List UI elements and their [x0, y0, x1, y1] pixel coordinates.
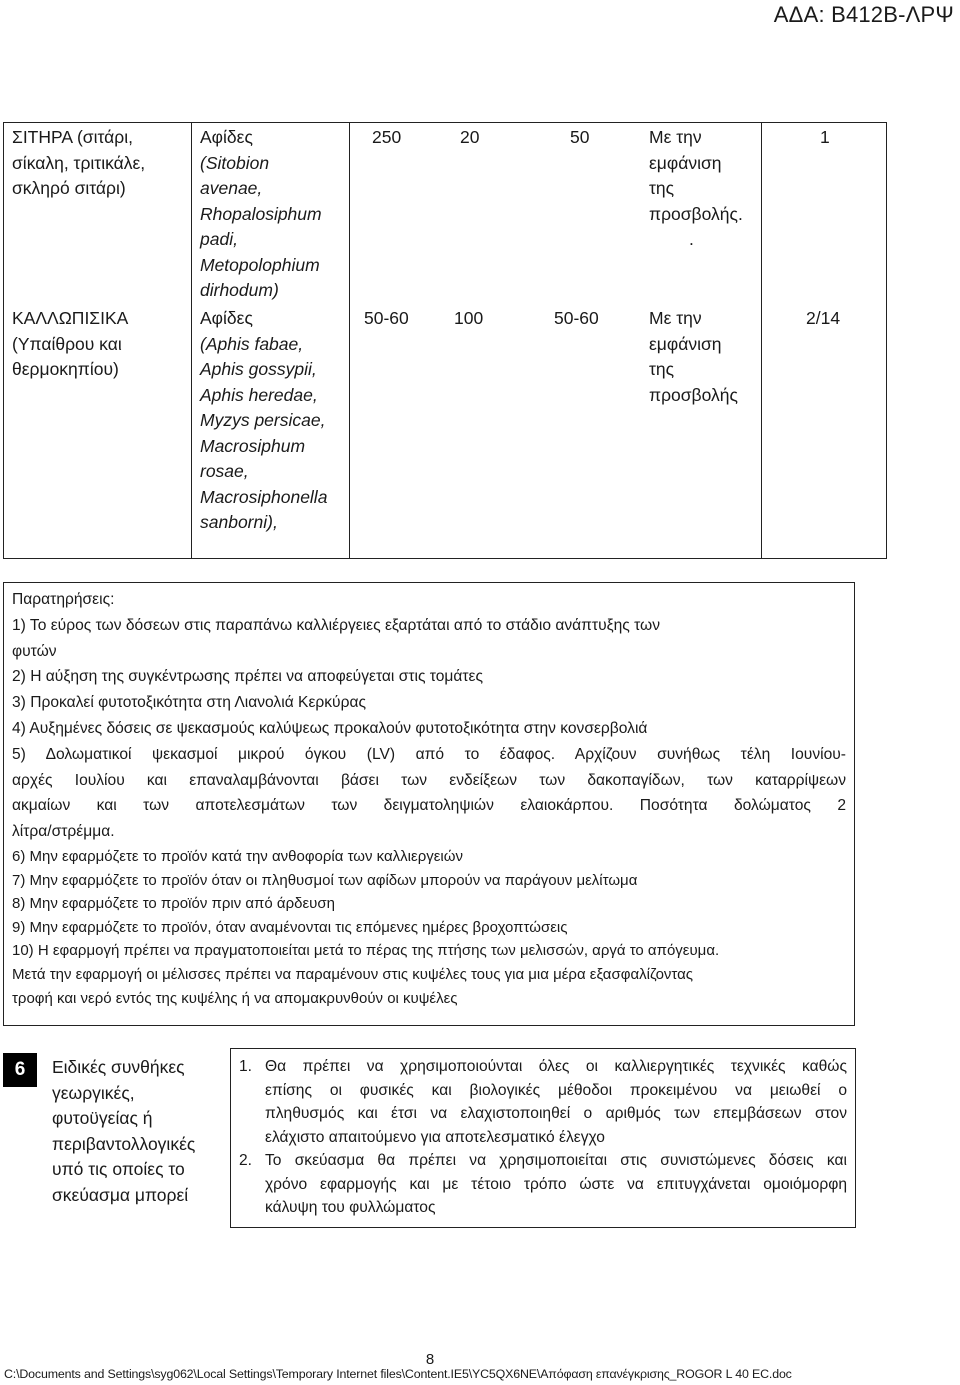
remark-5: 5) Δολωματικοί ψεκασμοί μικρού όγκου (LV) από το έδαφος. Αρχίζουν συνήθως τέλη Ιουνίου-	[12, 745, 846, 763]
remark-5-cont: λίτρα/στρέμμα.	[12, 823, 115, 841]
remark-10: 10) Η εφαρμογή πρέπει να πραγματοποιείται μετά το πέρας της πτήσης των μελισσών, αργά το απόγευμα.	[12, 942, 720, 960]
remark-7: 7) Μην εφαρμόζετε το προϊόν όταν οι πληθυσμοί των αφίδων μπορούν να παράγουν μελίτωμα	[12, 871, 638, 889]
dose-cell: 250	[372, 127, 402, 147]
section-title: Ειδικές συνθήκες γεωργικές, φυτοϋγείας ή περιβαντολλογικές υπό τις οποίες το σκεύασμα μπορεί	[52, 1057, 196, 1205]
remark-1-cont: φυτών	[12, 642, 57, 660]
section-conditions-box	[230, 1048, 856, 1228]
dose-cell: 20	[460, 127, 480, 147]
remark-9: 9) Μην εφαρμόζετε το προϊόν, όταν αναμένονται τις επόμενες ημέρες βροχοπτώσεις	[12, 918, 568, 936]
crop-cell-cereals: ΣΙΤΗΡΑ (σιτάρι, σίκαλη, τριτικάλε, σκληρό σιτάρι)	[12, 127, 146, 198]
remark-10-cont: Μετά την εφαρμογή οι μέλισσες πρέπει να παραμένουν στις κυψέλες τους για μια μέρα εξασφαλίζοντας	[12, 965, 694, 983]
timing-cell: Με την εμφάνιση της προσβολής	[649, 308, 738, 405]
dose-cell: 50-60	[554, 308, 599, 328]
remarks-title: Παρατηρήσεις:	[12, 591, 115, 608]
remark-1: 1) Το εύρος των δόσεων στις παραπάνω καλλιέργειες εξαρτάται από το στάδιο ανάπτυξης των	[12, 616, 661, 634]
table-divider	[761, 123, 762, 558]
list-item: 2. Το σκεύασμα θα πρέπει να χρησιμοποιείται στις συνιστώμενες δόσεις και χρόνο εφαρμογής και με τέτοιο τρόπο ώστε να επιτυγχάνεται ομοιόμορφη κάλυψη του φυλλώματος	[239, 1152, 847, 1216]
applications-cell: 2/14	[806, 308, 841, 328]
dosage-table	[3, 122, 887, 559]
remark-8: 8) Μην εφαρμόζετε το προϊόν πριν από άρδευση	[12, 895, 335, 913]
timing-cell: Με την εμφάνιση της προσβολής. .	[649, 127, 743, 249]
crop-cell-ornamentals: ΚΑΛΛΩΠΙΣΙΚΑ (Υπαίθρου και θερμοκηπίου)	[12, 308, 129, 379]
remarks-box	[3, 582, 855, 1026]
dose-cell: 50	[570, 127, 590, 147]
remark-6: 6) Μην εφαρμόζετε το προϊόν κατά την ανθοφορία των καλλιεργειών	[12, 847, 463, 865]
remark-10-cont: τροφή και νερό εντός της κυψέλης ή να απομακρυνθούν οι κυψέλες	[12, 989, 458, 1007]
ada-code: ΑΔΑ: Β412Β-ΛΡΨ	[773, 2, 954, 27]
file-path: C:\Documents and Settings\syg062\Local Settings\Temporary Internet files\Content.IE5\YC5QX6NE\Απόφαση επανέγκρισης_ROGOR L 40 EC.doc	[4, 1367, 792, 1381]
remark-4: 4) Αυξημένες δόσεις σε ψεκασμούς καλύψεως προκαλούν φυτοτοξικότητα στην κονσερβολιά	[12, 719, 648, 737]
dose-cell: 100	[454, 308, 484, 328]
table-divider	[191, 123, 192, 558]
list-item: 1. Θα πρέπει να χρησιμοποιούνται όλες οι καλλιεργητικές τεχνικές καθώς επίσης οι φυσικές και βιολογικές μέθοδοι προκειμένου να μειωθεί ο πληθυσμός και έτσι να ελαχιστοποιηθεί ο αριθμός των επεμβάσεων στον ελάχιστο απαιτούμενο για αποτελεσματικό έλεγχο	[239, 1058, 847, 1146]
pest-cell-cereals: Αφίδες (Sitobion avenae, Rhopalosiphum padi, Metopolophium dirhodum)	[200, 127, 322, 300]
section-number: 6	[3, 1053, 37, 1087]
remark-2: 2) Η αύξηση της συγκέντρωσης πρέπει να αποφεύγεται στις τομάτες	[12, 668, 484, 686]
dose-cell: 50-60	[364, 308, 409, 328]
remark-5-cont: ακμαίων και των αποτελεσμάτων των δειγματοληψιών ελαιοκάρπου. Ποσότητα δολώματος 2	[12, 797, 846, 815]
remark-3: 3) Προκαλεί φυτοτοξικότητα στη Λιανολιά Κερκύρας	[12, 694, 366, 712]
page-number: 8	[425, 1351, 435, 1368]
pest-cell-ornamentals: Αφίδες (Aphis fabae, Aphis gossypii, Aphis heredae, Myzys persicae, Macrosiphum rosae, Macrosiphonella sanborni),	[200, 308, 328, 532]
applications-cell: 1	[820, 127, 830, 147]
remark-5-cont: αρχές Ιουλίου και επαναλαμβάνονται βάσει των ενδείξεων των δακοπαγίδων, των καταρρίψεων	[12, 771, 846, 789]
